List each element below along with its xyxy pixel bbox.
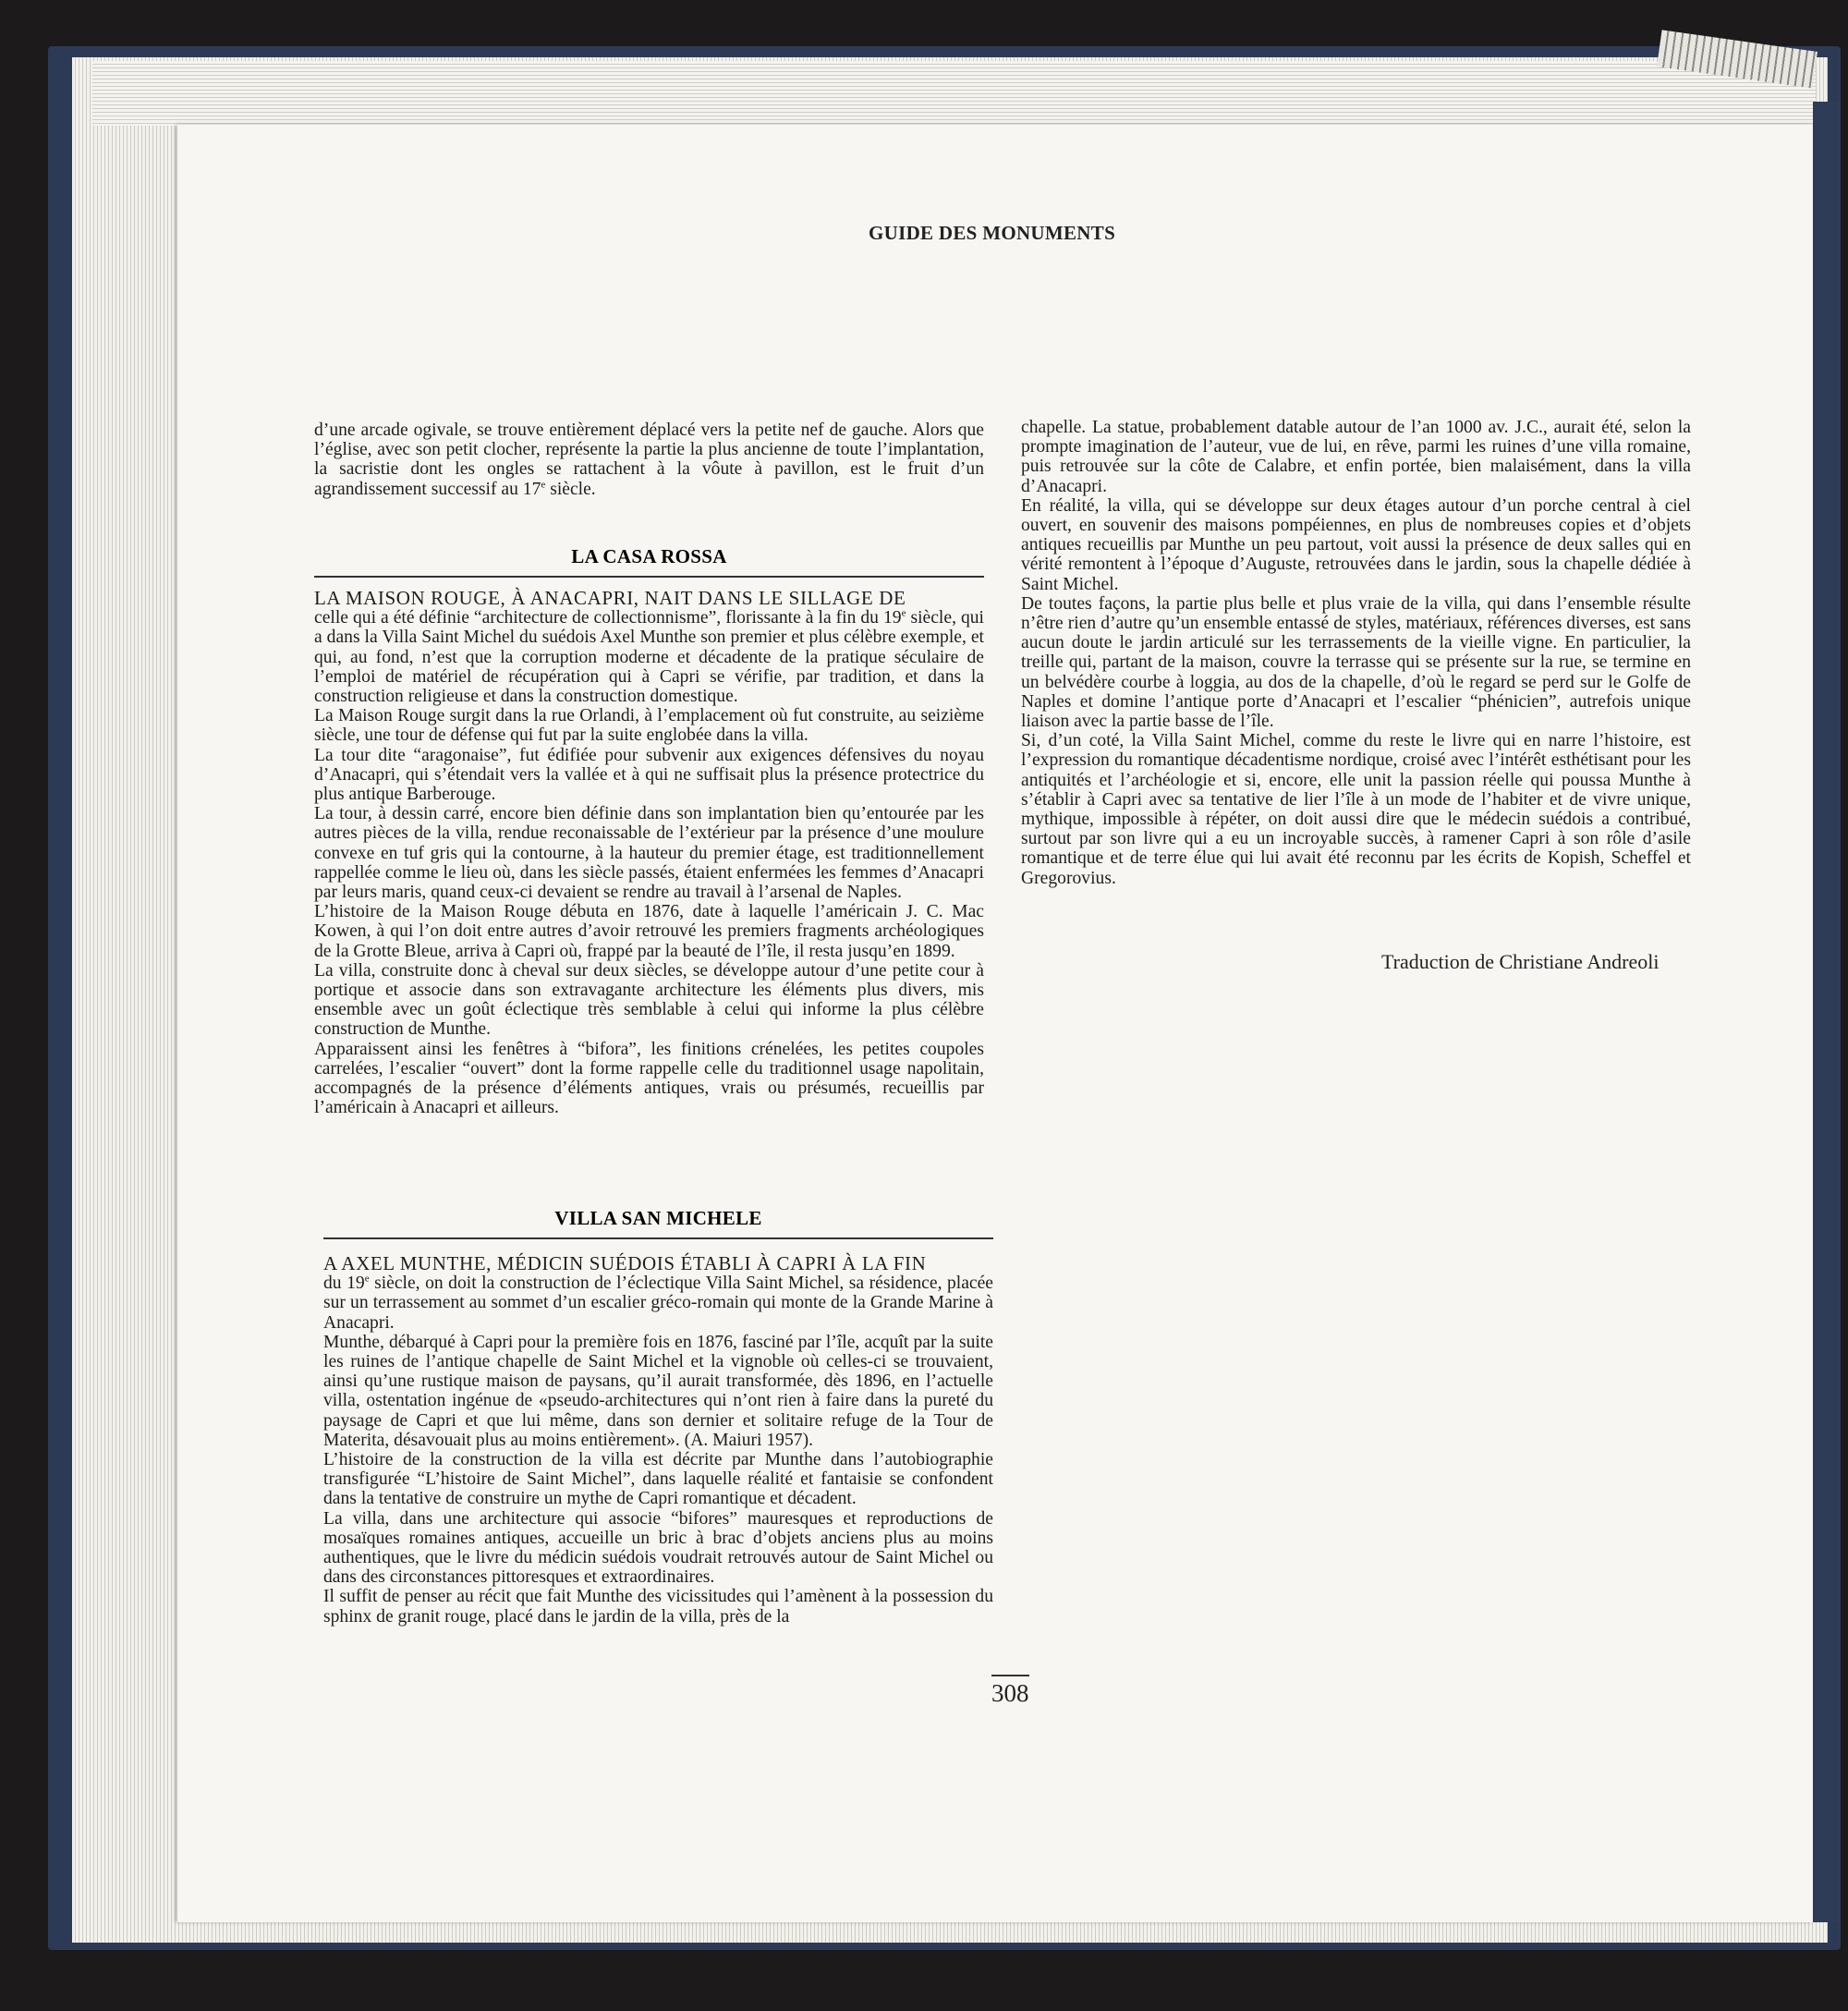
intro-text: d’une arcade ogivale, se trouve entièrement déplacé vers la petite nef de gauche. Alors que l’église, avec son petit clocher, représente la partie la plus ancienne de toute l’implantation, la sacristie dont les ongles se rattachent à la vôute à pavillon, est le fruit d’un agrandissement successif au 17e siècle. xyxy=(314,420,984,499)
paragraph: La tour dite “aragonaise”, fut édifiée pour subvenir aux exigences défensives du noyau d’Anacapri, qui s’étendait vers la vallée et à qui ne suffisait plus la présence protectrice du plus antique Barberouge. xyxy=(314,745,984,805)
paragraph: La tour, à dessin carré, encore bien définie dans son implantation bien qu’entourée par les autres pièces de la villa, rendue reconaissable de l’extérieur par la présence d’une moulure convexe en tuf gris qui la contourne, à la hauteur du premier étage, est traditionnellement rappellée comme le lieu où, dans les siècle passés, étaient enfermées les femmes d’Anacapri par leurs maris, quand ceux-ci devaient se rendre au travail à l’arsenal de Naples. xyxy=(314,804,984,903)
paragraph: En réalité, la villa, qui se développe sur deux étages autour d’un porche central à ciel ouvert, en souvenir des maisons pompéiennes, en plus de nombreuses copies et d’objets antiques recueillis par Munthe un peu partout, voit aussi la présence de deux salles qui en vérité remontent à l’époque d’Auguste, retrouvées dans le jardin, sous la chapelle dédiée à Saint Michel. xyxy=(1021,495,1691,594)
paragraph: Il suffit de penser au récit que fait Munthe des vicissitudes qui l’amènent à la possession du sphinx de granit rouge, placé dans le jardin de la villa, près de la xyxy=(323,1587,993,1627)
page-stack-top xyxy=(92,61,1816,126)
book-spine-edge xyxy=(1813,102,1841,1922)
paragraph: L’histoire de la Maison Rouge débuta en 1876, date à laquelle l’américain J. C. Mac Kowen, à qui l’on doit entre autres d’avoir retrouvé les premiers fragments archéologiques de la Grotte Bleue, arriva à Capri où, frappé par la beauté de l’île, il resta jusqu’en 1899. xyxy=(314,902,984,961)
paragraph: celle qui a été définie “architecture de collectionnisme”, florissante à la fin du 19e siècle, qui a dans la Villa Saint Michel du suédois Axel Munthe son premier et plus célèbre exemple, et qui, au fond, n’est que la corruption moderne et décadente de la pratique séculaire de l’emploi de matériel de récupération qui à Capri se vérifie, par tradition, et dans la construction religieuse et dans la construction domestique. xyxy=(314,607,984,707)
paragraph: La Maison Rouge surgit dans la rue Orlandi, à l’emplacement où fut construite, au seizième siècle, une tour de défense qui fut par la suite englobée dans la villa. xyxy=(314,706,984,746)
paragraph: Munthe, débarqué à Capri pour la première fois en 1876, fasciné par l’île, acquît par la suite les ruines de l’antique chapelle de Saint Michel et la vignoble où celles-ci se trouvaient, ainsi qu’une rustique maison de paysans, qu’il aurait transformée, dès 1896, en l’actuelle villa, ostentation ingénue de «pseudo-architectures qui n’ont rien à faire dans la pureté du paysage de Capri et que lui même, dans son dernier et solitaire refuge de la Tour de Materita, désavouait plus au moins entièrement». (A. Maiuri 1957). xyxy=(323,1332,993,1450)
paragraph: De toutes façons, la partie plus belle et plus vraie de la villa, qui dans l’ensemble résulte n’être rien d’autre qu’un ensemble entassé de styles, matériaux, références diverses, est sans aucun doute le jardin articulé sur les terrassements de la vieille vigne. En particulier, la treille qui, partant de la maison, couvre la terrasse qui se présente sur la rue, se termine en un belvédère courbe à loggia, au dos de la chapelle, d’où le regard se perd sur le Golfe de Naples et domine l’antique porte d’Anacapri et l’escalier “phénicien”, autrefois unique liaison avec la partie basse de l’île. xyxy=(1021,593,1691,732)
section-heading-villa-san-michele: VILLA SAN MICHELE xyxy=(323,1207,993,1239)
section-casa-rossa-heading-wrap xyxy=(314,545,984,578)
right-column xyxy=(1021,418,1691,888)
villa-san-michele-body xyxy=(323,1254,993,1627)
paragraph: Apparaissent ainsi les fenêtres à “bifora”, les finitions crénelées, les petites coupoles carrelées, l’escalier “ouvert” dont la forme rappelle celle du traditionnel usage napolitain, accompagnés de la présence d’éléments antiques, vrais ou présumés, recueillis par l’américain à Anacapri et ailleurs. xyxy=(314,1039,984,1118)
page-number: 308 xyxy=(991,1675,1029,1708)
paragraph: Si, d’un coté, la Villa Saint Michel, comme du reste le livre qui en narre l’histoire, est l’expression du romantique décadentisme nordique, croisé avec l’intérêt esthétisant pour les antiquités et l’archéologie et si, encore, elle unit la passion réelle qui poussa Munthe à s’établir à Capri avec sa tentative de lier l’île à un mode de l’habiter et de vivre unique, mythique, impossible à répéter, on doit aussi dire que le médecin suédois a contribué, surtout par son livre qui a eu un incroyable succès, à ramener Capri à son rôle d’asile romantique et de terre élue qui lui avait été reconnu par les écrits de Kopish, Scheffel et Gregorovius. xyxy=(1021,731,1691,888)
paragraph: La villa, dans une architecture qui associe “bifores” mauresques et reproductions de mosaïques romaines antiques, accueille un bric à brac d’objets anciens plus au moins authentiques, que le livre du médicin suédois voudrait retrouvés autour de Saint Michel ou dans des circonstances pittoresques et extraordinaires. xyxy=(323,1508,993,1588)
paragraph: La villa, construite donc à cheval sur deux siècles, se développe autour d’une petite cour à portique et associe dans son extravagante architecture les éléments plus divers, mis ensemble avec un goût éclectique très semblable à celui qui informe la plus célèbre construction de Munthe. xyxy=(314,960,984,1040)
intro-paragraph xyxy=(314,420,984,499)
section-villa-heading-wrap xyxy=(323,1207,993,1239)
casa-rossa-lead: LA MAISON ROUGE, À ANACAPRI, NAIT DANS LE SILLAGE DE xyxy=(314,587,906,609)
paragraph: chapelle. La statue, probablement datable autour de l’an 1000 av. J.C., aurait été, selon la prompte imagination de l’auteur, vue de lui, en rêve, parmi les ruines d’une villa romaine, puis retrouvée sur la côte de Calabre, et enfin portée, bien malaisément, dans la villa d’Anacapri. xyxy=(1021,418,1691,496)
villa-san-michele-lead: A AXEL MUNTHE, MÉDICIN SUÉDOIS ÉTABLI À CAPRI À LA FIN xyxy=(323,1252,927,1274)
running-header: GUIDE DES MONUMENTS xyxy=(869,222,1116,244)
paragraph: du 19e siècle, on doit la construction de l’éclectique Villa Saint Michel, sa résidence, placée sur un terrassement au sommet d’un escalier gréco-romain qui monte de la Grande Marine à Anacapri. xyxy=(323,1273,993,1333)
casa-rossa-body xyxy=(314,589,984,1117)
paragraph: L’histoire de la construction de la villa est décrite par Munthe dans l’autobiographie transfigurée “L’histoire de Saint Michel”, dans laquelle réalité et fantaisie se confondent dans la tentative de construire un mythe de Capri romantique et décadent. xyxy=(323,1450,993,1509)
translation-credit: Traduction de Christiane Andreoli xyxy=(1381,950,1660,973)
section-heading-casa-rossa: LA CASA ROSSA xyxy=(314,545,984,578)
